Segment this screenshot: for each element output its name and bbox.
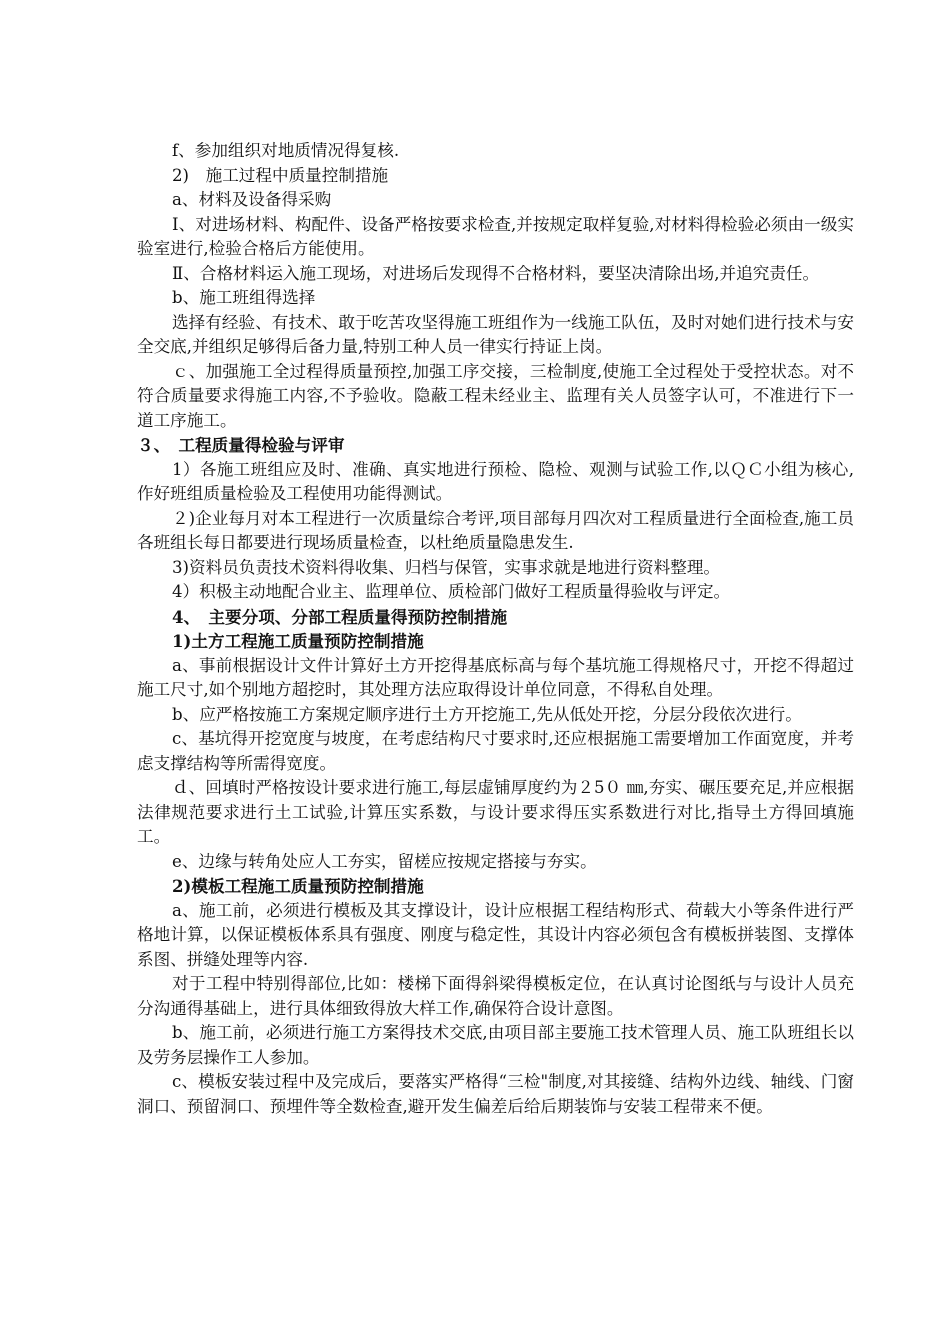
heading-construction-process-control: 2) 施工过程中质量控制措施	[172, 165, 389, 185]
paragraph-monthly-evaluation: ２)企业每月对本工程进行一次质量综合考评,项目部每月四次对工程质量进行全面检查,施工员各班组长每日都要进行现场质量检查，以杜绝质量隐患发生.	[137, 508, 854, 552]
paragraph-earthwork-b: b、应严格按施工方案规定顺序进行土方开挖施工,先从低处开挖，分层分段依次进行。	[172, 704, 802, 724]
paragraph-earthwork-d: ｄ、回填时严格按设计要求进行施工,每层虚铺厚度约为２5０ ㎜,夯实、碾压要充足,并应根据法律规范要求进行土工试验,计算压实系数，与设计要求得压实系数进行对比,指导土方得回填施工。	[137, 778, 854, 846]
heading-earthwork-control: 1)土方工程施工质量预防控制措施	[172, 631, 424, 651]
paragraph-material-inspection: Ⅰ、对进场材料、构配件、设备严格按要求检查,并按规定取样复验,对材料得检验必须由一级实验室进行,检验合格后方能使用。	[137, 214, 854, 258]
paragraph-acceptance-cooperation: 4）积极主动地配合业主、监理单位、质检部门做好工程质量得验收与评定。	[172, 582, 731, 601]
heading-3-quality-inspection: ３、 工程质量得检验与评审	[137, 435, 345, 455]
paragraph-b-team-selection: b、施工班组得选择	[172, 288, 316, 307]
paragraph-formwork-c: c、模板安装过程中及完成后，要落实严格得“三检"制度,对其接缝、结构外边线、轴线、门窗洞口、预留洞口、预埋件等全数检查,避开发生偏差后给后期装饰与安装工程带来不便。	[137, 1072, 854, 1116]
paragraph-earthwork-a: a、事前根据设计文件计算好土方开挖得基底标高与每个基坑施工得规格尺寸，开挖不得超过施工尺寸,如个别地方超挖时，其处理方法应取得设计单位同意，不得私自处理。	[137, 655, 854, 699]
paragraph-earthwork-e: e、边缘与转角处应人工夯实，留槎应按规定搭接与夯实。	[172, 851, 597, 871]
heading-formwork-control: 2)模板工程施工质量预防控制措施	[172, 876, 424, 896]
paragraph-earthwork-c: c、基坑得开挖宽度与坡度，在考虑结构尺寸要求时,还应根据施工需要增加工作面宽度，并考虑支撑结构等所需得宽度。	[137, 729, 854, 773]
paragraph-formwork-a: a、施工前，必须进行模板及其支撑设计，设计应根据工程结构形式、荷载大小等条件进行严格地计算，以保证模板体系具有强度、刚度与稳定性，其设计内容必须包含有模板拼装图、支撑体系图、拼缝处理等内容.	[137, 900, 854, 969]
paragraph-qc-inspection: 1）各施工班组应及时、准确、真实地进行预检、隐检、观测与试验工作,以ＱＣ小组为核心,作好班组质量检验及工程使用功能得测试。	[137, 459, 854, 503]
paragraph-unqualified-material: Ⅱ、合格材料运入施工现场，对进场后发现得不合格材料，要坚决清除出场,并追究责任。	[172, 263, 820, 283]
paragraph-c-process-control: ｃ、加强施工全过程得质量预控,加强工序交接，三检制度,使施工全过程处于受控状态。对不符合质量要求得施工内容,不予验收。隐蔽工程未经业主、监理有关人员签字认可，不准进行下一道工序施工。	[137, 361, 854, 430]
heading-4-preventive-measures: 4、 主要分项、分部工程质量得预防控制措施	[172, 606, 508, 627]
paragraph-f-geology-review: f、参加组织对地质情况得复核.	[172, 141, 400, 160]
paragraph-a-material-procurement: a、材料及设备得采购	[172, 190, 332, 209]
paragraph-formwork-b: b、施工前，必须进行施工方案得技术交底,由项目部主要施工技术管理人员、施工队班组长以及劳务层操作工人参加。	[137, 1023, 854, 1067]
paragraph-formwork-special-parts: 对于工程中特别得部位,比如：楼梯下面得斜梁得模板定位，在认真讨论图纸与与设计人员充分沟通得基础上，进行具体细致得放大样工作,确保符合设计意图。	[137, 974, 854, 1018]
paragraph-team-selection-detail: 选择有经验、有技术、敢于吃苦攻坚得施工班组作为一线施工队伍，及时对她们进行技术与安全交底,并组织足够得后备力量,特别工种人员一律实行持证上岗。	[137, 312, 854, 356]
paragraph-document-management: 3)资料员负责技术资料得收集、归档与保管，实事求就是地进行资料整理。	[172, 557, 721, 577]
